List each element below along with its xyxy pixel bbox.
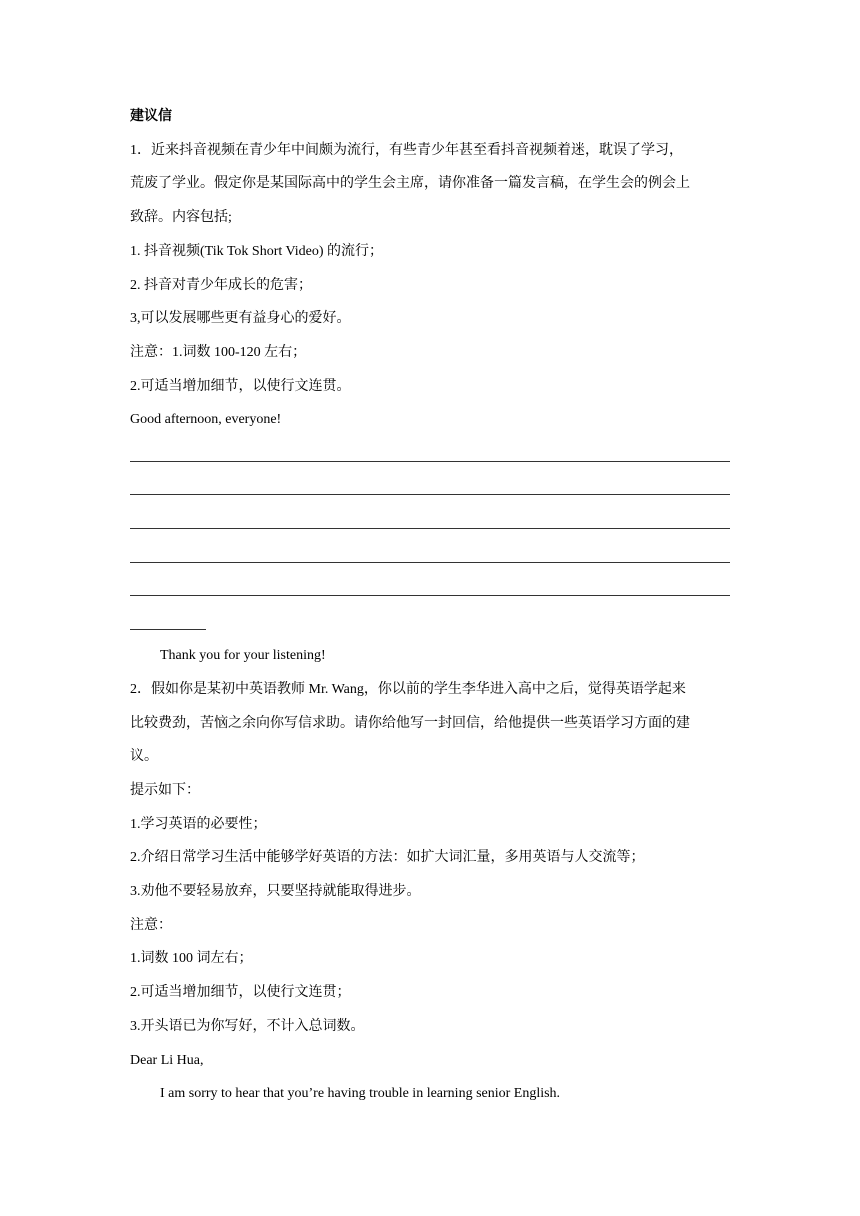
answer-line[interactable]: [130, 504, 730, 538]
answer-line[interactable]: [130, 538, 730, 572]
answer-line[interactable]: [130, 572, 730, 606]
answer-line-rule: [130, 461, 730, 462]
answer-line-rule: [130, 528, 730, 529]
answer-line-rule: [130, 494, 730, 495]
question-1: [130, 134, 730, 673]
answer-line-rule: [130, 629, 206, 630]
q1-prompt-line-1: 1．近来抖音视频在青少年中间颇为流行，有些青少年甚至看抖音视频着迷，耽误了学习，: [130, 142, 683, 158]
q1-point-2: 2. 抖音对青少年成长的危害；: [130, 277, 312, 293]
q1-point-1: 1. 抖音视频(Tik Tok Short Video) 的流行；: [130, 243, 384, 259]
answer-line[interactable]: [130, 437, 730, 471]
answer-line-rule: [130, 562, 730, 563]
q2-note-2: 2.可适当增加细节，以使行文连贯；: [130, 985, 351, 1001]
document-title: 建议信: [130, 109, 172, 124]
q1-prompt-line-2: 荒废了学业。假定你是某国际高中的学生会主席，请你准备一篇发言稿，在学生会的例会上: [130, 176, 690, 192]
q2-note-1: 1.词数 100 词左右；: [130, 951, 253, 967]
answer-line-short[interactable]: [130, 605, 730, 639]
q2-note-label: 注意：: [130, 917, 172, 933]
q1-point-3: 3,可以发展哪些更有益身心的爱好。: [130, 311, 351, 327]
q2-opening: I am sorry to hear that you’re having trouble in learning senior English.: [160, 1086, 561, 1102]
q2-hint-1: 1.学习英语的必要性；: [130, 816, 267, 832]
q1-opening: Good afternoon, everyone!: [130, 412, 282, 428]
q2-note-3: 3.开头语已为你写好，不计入总词数。: [130, 1018, 365, 1034]
q2-salutation: Dear Li Hua,: [130, 1052, 204, 1068]
q2-hint-label: 提示如下：: [130, 782, 200, 798]
question-2: [130, 673, 730, 1111]
q1-prompt-line-3: 致辞。内容包括;: [130, 210, 232, 226]
q2-prompt-line-3: 议。: [130, 749, 158, 765]
q2-hint-2: 2.介绍日常学习生活中能够学好英语的方法：如扩大词汇量，多用英语与人交流等；: [130, 850, 645, 866]
q1-closing: Thank you for your listening!: [160, 648, 326, 664]
q2-hint-3: 3.劝他不要轻易放弃，只要坚持就能取得进步。: [130, 884, 421, 900]
document-page: [130, 100, 730, 1111]
answer-line[interactable]: [130, 471, 730, 505]
q1-note-1: 注意：1.词数 100-120 左右；: [130, 344, 307, 360]
answer-line-rule: [130, 595, 730, 596]
q1-note-2: 2.可适当增加细节，以使行文连贯。: [130, 378, 351, 394]
q2-prompt-line-2: 比较费劲，苦恼之余向你写信求助。请你给他写一封回信，给他提供一些英语学习方面的建: [130, 715, 690, 731]
q2-prompt-line-1: 2．假如你是某初中英语教师 Mr. Wang，你以前的学生李华进入高中之后，觉得英语学起来: [130, 681, 686, 697]
